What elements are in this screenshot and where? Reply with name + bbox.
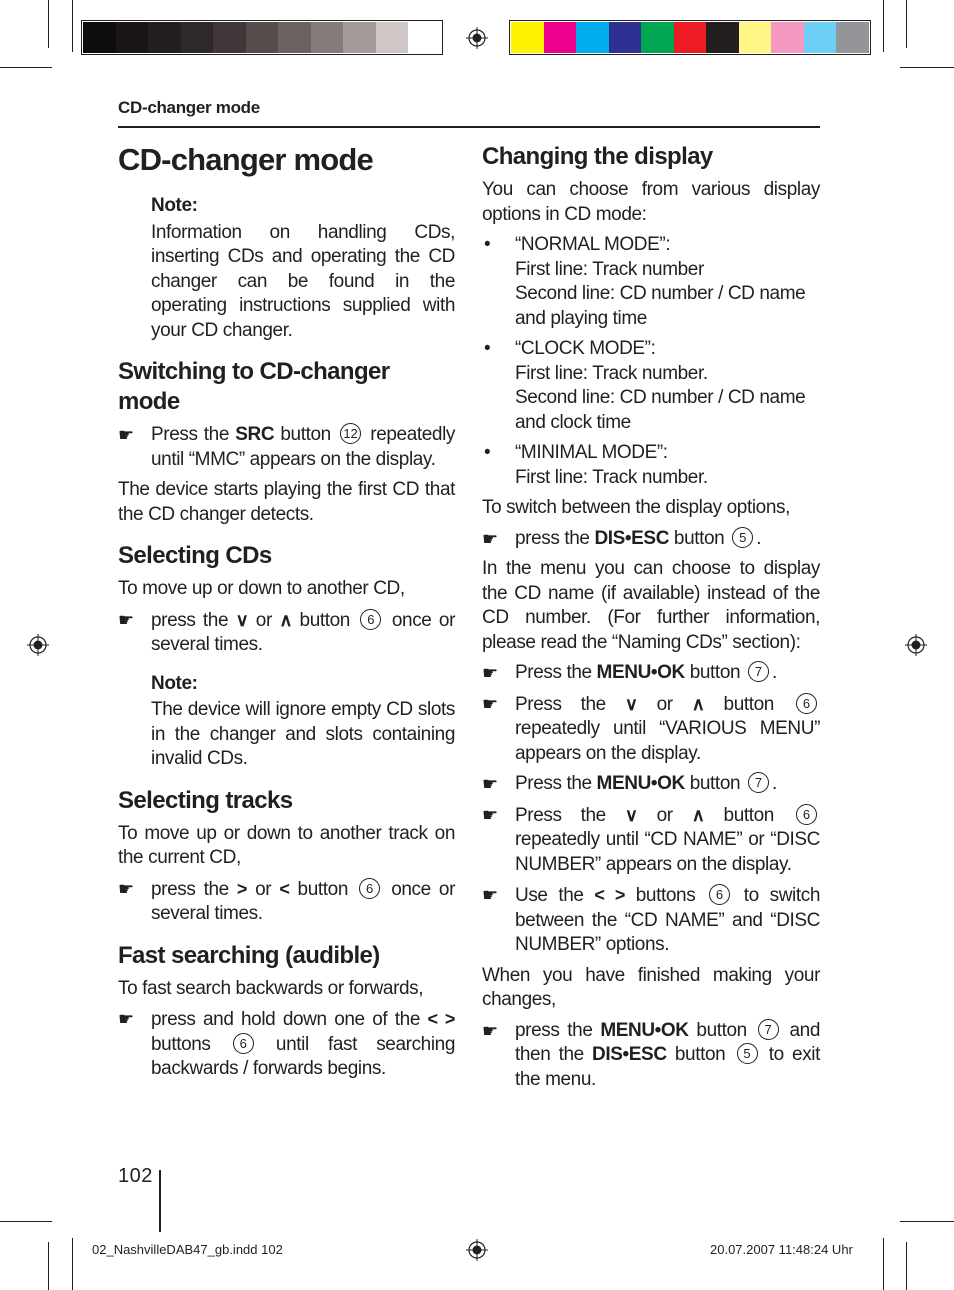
page-title: CD-changer mode [118,142,373,177]
crop-mark [0,1221,52,1222]
registration-mark-icon [905,634,927,656]
page-number-rule [159,1170,161,1232]
body-text: The device starts playing the first CD that the CD changer detects. [118,479,455,525]
header-rule [118,126,820,128]
section-heading-changing-display: Changing the display [482,143,713,170]
crop-mark [0,67,52,68]
button-name: MENU•OK [596,773,685,794]
crop-mark [72,1238,73,1290]
button-number-badge: 6 [359,878,380,899]
color-swatch [511,22,544,53]
registration-mark-icon [466,27,488,49]
down-arrow-icon: ∨ [624,693,638,714]
body-text: To move up or down to another track on the current CD, [118,822,455,868]
color-swatch [836,22,869,53]
instruction-step: ☛ press the > or < button 6 once or several times. [118,878,455,924]
button-number-badge: 6 [796,804,817,825]
instruction-step: ☛ press the DIS•ESC button 5 . [482,527,820,552]
up-arrow-icon: ∧ [279,609,293,630]
color-swatch [213,22,246,53]
color-swatch [771,22,804,53]
crop-mark [48,0,49,48]
left-column [118,140,455,1088]
crop-mark [900,67,954,68]
bullet-icon: • [484,442,491,463]
instruction-step: ☛ press and hold down one of the < > buttons 6 until fast searching backwards / forwards begins. [118,1009,455,1079]
color-swatch [641,22,674,53]
instruction-step: ☛ press the MENU•OK button 7 and then the DIS•ESC button 5 to exit the menu. [482,1019,820,1090]
body-text: When you have finished making your changes, [482,964,820,1010]
up-arrow-icon: ∧ [691,693,705,714]
pointing-hand-icon: ☛ [118,609,134,630]
note-label: Note: [151,672,198,694]
section-heading-selecting-tracks: Selecting tracks [118,786,293,814]
button-name: SRC [235,424,275,445]
registration-mark-icon [27,634,49,656]
down-arrow-icon: ∨ [235,609,249,630]
button-name: MENU•OK [596,662,685,683]
button-number-badge: 5 [737,1043,758,1064]
color-swatch [83,22,116,53]
button-number-badge: 12 [340,423,361,444]
color-swatch [609,22,642,53]
list-item: • “MINIMAL MODE”: First line: Track number. [484,442,708,488]
pointing-hand-icon: ☛ [118,1009,134,1029]
pointing-hand-icon: ☛ [482,1020,498,1041]
crop-mark [883,0,884,52]
left-arrow-icon: < [279,878,290,899]
page-number: 102 [118,1165,153,1187]
running-header: CD-changer mode [118,98,260,117]
pointing-hand-icon: ☛ [482,804,498,825]
pointing-hand-icon: ☛ [482,693,498,714]
section-heading-fast-search: Fast searching (audible) [118,941,380,969]
crop-mark [906,1242,907,1290]
button-name: DIS•ESC [594,527,670,549]
list-item: • “CLOCK MODE”: First line: Track number. Second line: CD number / CD name and clock time [484,338,806,433]
instruction-step: ☛ Use the < > buttons 6 to switch between the “CD NAME” and “DISC NUMBER” options. [482,885,820,955]
print-slug-date: 20.07.2007 11:48:24 Uhr [710,1242,853,1257]
crop-mark [72,0,73,52]
crop-mark [906,0,907,48]
button-number-badge: 5 [732,527,753,548]
note-label: Note: [151,195,198,216]
down-arrow-icon: ∨ [624,804,638,825]
pointing-hand-icon: ☛ [482,774,498,794]
bullet-icon: • [484,234,491,255]
section-heading-selecting-cds: Selecting CDs [118,542,272,569]
pointing-hand-icon: ☛ [482,663,498,683]
note-block [151,194,455,343]
pointing-hand-icon: ☛ [482,885,498,905]
color-swatch [739,22,772,53]
button-number-badge: 6 [709,884,730,905]
print-slug-file: 02_NashvilleDAB47_gb.indd 102 [92,1242,283,1257]
instruction-step: ☛ Press the ∨ or ∧ button 6 repeatedly until “VARIOUS MENU” appears on the display. [482,693,820,764]
body-text: To switch between the display options, [482,497,790,518]
body-text: You can choose from various display options in CD mode: [482,179,820,225]
button-number-badge: 7 [748,772,769,793]
button-number-badge: 7 [758,1019,779,1040]
crop-mark [883,1238,884,1290]
pointing-hand-icon: ☛ [118,878,134,899]
section-heading-switching: Switching to CD-changer mode [118,358,390,415]
color-swatch [706,22,739,53]
instruction-step: ☛ press the ∨ or ∧ button 6 once or several times. [118,609,455,655]
color-swatch [246,22,279,53]
right-column [482,140,820,1098]
body-text: To fast search backwards or forwards, [118,977,424,999]
list-item: • “NORMAL MODE”: First line: Track number Second line: CD number / CD name and playing time [484,234,806,329]
color-swatch [311,22,344,53]
color-swatch [181,22,214,53]
instruction-step: ☛ Press the MENU•OK button 7 . [482,772,820,797]
note-text: Information on handling CDs, inserting CDs and operating the CD changer can be found in the operating instructions supplied with your CD changer. [151,221,455,341]
color-swatch [674,22,707,53]
button-number-badge: 7 [748,661,769,682]
color-swatch [376,22,409,53]
color-swatch [343,22,376,53]
crop-mark [900,1221,954,1222]
color-swatch [116,22,149,53]
button-number-badge: 6 [233,1033,254,1054]
body-text: To move up or down to another CD, [118,578,405,599]
left-right-arrows-icon: < > [427,1009,455,1029]
note-text: The device will ignore empty CD slots in the changer and slots containing invalid CDs. [151,699,455,769]
button-number-badge: 6 [796,693,817,714]
pointing-hand-icon: ☛ [118,425,134,445]
instruction-step: ☛ Press the ∨ or ∧ button 6 repeatedly until “CD NAME” or “DISC NUMBER” appears on the display. [482,804,820,875]
left-right-arrows-icon: < > [594,885,626,905]
color-swatch [804,22,837,53]
button-name: DIS•ESC [592,1044,667,1065]
pointing-hand-icon: ☛ [482,528,498,549]
note-block [151,672,455,772]
registration-mark-icon [466,1239,488,1261]
body-text: In the menu you can choose to display the CD name (if available) instead of the CD number. (For further information, please read the “Naming CDs” section): [482,558,820,653]
color-swatch [576,22,609,53]
button-number-badge: 6 [360,609,381,630]
crop-mark [48,1242,49,1290]
color-swatch [278,22,311,53]
button-name: MENU•OK [600,1019,689,1041]
color-swatch [544,22,577,53]
bullet-icon: • [484,338,491,359]
color-swatch [408,22,441,53]
color-swatch [148,22,181,53]
instruction-step: ☛ Press the SRC button 12 repeatedly until “MMC” appears on the display. [118,424,456,470]
up-arrow-icon: ∧ [691,804,705,825]
instruction-step: ☛ Press the MENU•OK button 7 . [482,661,820,686]
right-arrow-icon: > [236,878,248,899]
